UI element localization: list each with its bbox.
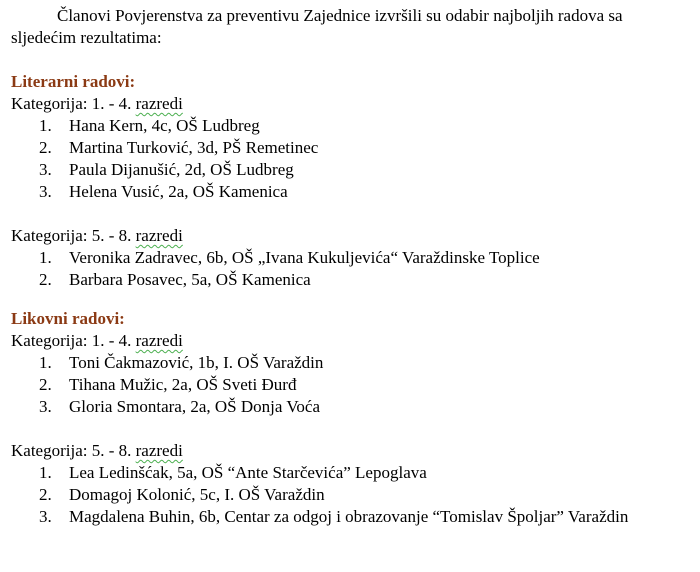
list-text: Martina Turković, 3d, PŠ Remetinec <box>69 138 319 157</box>
category-label-prefix: Kategorija: 5. - 8. <box>11 226 136 245</box>
spacer <box>11 418 695 440</box>
list-text: Toni Čakmazović, 1b, I. OŠ Varaždin <box>69 353 324 372</box>
list-text: Domagoj Kolonić, 5c, I. OŠ Varaždin <box>69 485 325 504</box>
list-number: 3. <box>39 182 52 201</box>
list-item <box>11 484 695 506</box>
category-label <box>11 225 695 247</box>
list-number: 3. <box>39 397 52 416</box>
document-body <box>11 5 695 528</box>
section-heading-art: Likovni radovi: <box>11 309 125 328</box>
spacer <box>11 203 695 225</box>
list-text: Hana Kern, 4c, OŠ Ludbreg <box>69 116 260 135</box>
list-number: 3. <box>39 160 52 179</box>
list-number: 2. <box>39 138 52 157</box>
category-label-underlined: razredi <box>135 226 183 245</box>
list-item <box>11 396 695 418</box>
section-literary <box>11 71 695 291</box>
section-heading-literary: Literarni radovi: <box>11 72 136 91</box>
intro-paragraph: Članovi Povjerenstva za preventivu Zajednice izvršili su odabir najboljih radova sa sljedećim rezultatima: <box>11 6 623 47</box>
list-item <box>11 159 695 181</box>
list-item <box>11 374 695 396</box>
category-label-prefix: Kategorija: 5. - 8. <box>11 441 136 460</box>
category-label-underlined: razredi <box>135 331 183 350</box>
category-label <box>11 440 695 462</box>
list-text: Tihana Mužic, 2a, OŠ Sveti Đurđ <box>69 375 297 394</box>
list-item <box>11 352 695 374</box>
spacer <box>11 291 695 308</box>
list-text: Veronika Zadravec, 6b, OŠ „Ivana Kukuljevića“ Varaždinske Toplice <box>69 248 540 267</box>
results-list <box>11 115 695 203</box>
list-text: Barbara Posavec, 5a, OŠ Kamenica <box>69 270 311 289</box>
list-number: 2. <box>39 485 52 504</box>
list-item <box>11 137 695 159</box>
list-item <box>11 506 695 528</box>
list-number: 1. <box>39 116 52 135</box>
category-label-prefix: Kategorija: 1. - 4. <box>11 94 136 113</box>
results-list <box>11 352 695 418</box>
list-item <box>11 269 695 291</box>
list-item <box>11 181 695 203</box>
list-text: Paula Dijanušić, 2d, OŠ Ludbreg <box>69 160 294 179</box>
category-label <box>11 93 695 115</box>
results-list <box>11 247 695 291</box>
list-number: 3. <box>39 507 52 526</box>
category-label-prefix: Kategorija: 1. - 4. <box>11 331 136 350</box>
list-text: Helena Vusić, 2a, OŠ Kamenica <box>69 182 288 201</box>
category-label <box>11 330 695 352</box>
category-label-underlined: razredi <box>135 94 183 113</box>
list-number: 1. <box>39 463 52 482</box>
list-text: Gloria Smontara, 2a, OŠ Donja Voća <box>69 397 321 416</box>
list-text: Lea Ledinšćak, 5a, OŠ “Ante Starčevića” Lepoglava <box>69 463 427 482</box>
list-number: 1. <box>39 353 52 372</box>
category-label-underlined: razredi <box>135 441 183 460</box>
list-text: Magdalena Buhin, 6b, Centar za odgoj i obrazovanje “Tomislav Špoljar” Varaždin <box>69 507 629 526</box>
list-number: 2. <box>39 270 52 289</box>
list-item <box>11 462 695 484</box>
spacer <box>11 49 695 71</box>
list-number: 2. <box>39 375 52 394</box>
section-art <box>11 308 695 528</box>
list-number: 1. <box>39 248 52 267</box>
list-item <box>11 247 695 269</box>
list-item <box>11 115 695 137</box>
results-list <box>11 462 695 528</box>
